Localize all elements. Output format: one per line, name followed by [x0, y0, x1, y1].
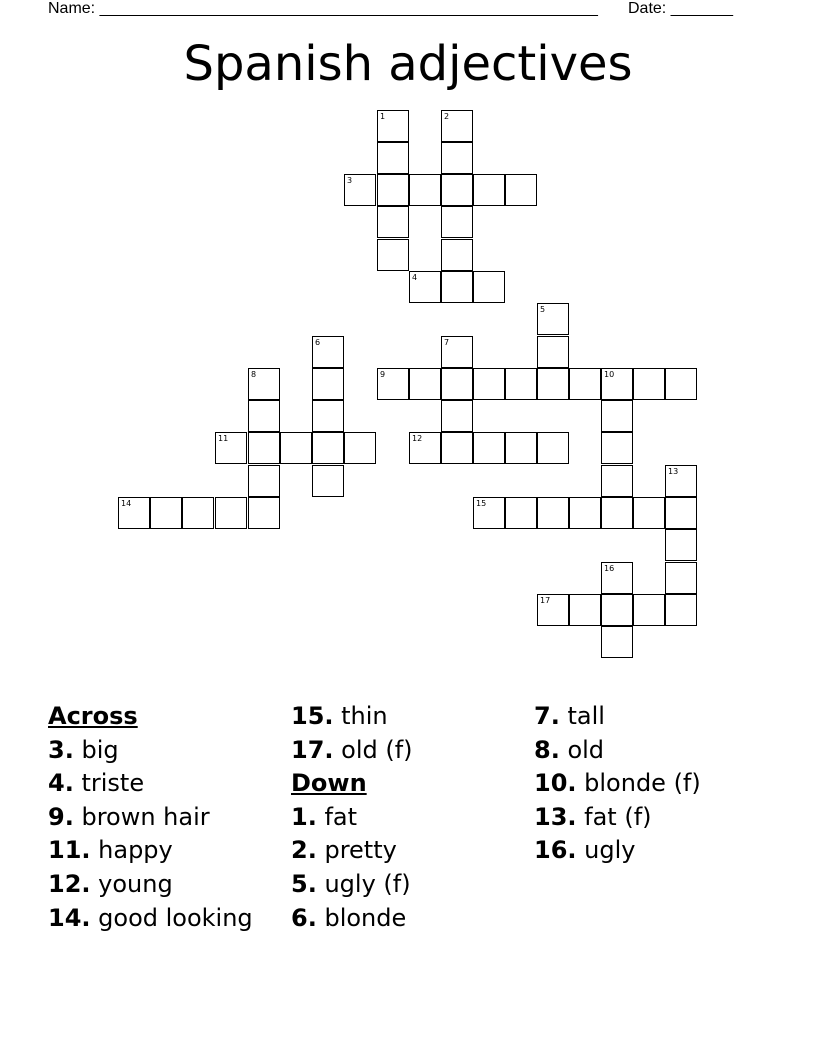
crossword-cell[interactable]: [537, 336, 569, 368]
crossword-cell[interactable]: [633, 594, 665, 626]
cell-number: 11: [218, 434, 229, 443]
cell-number: 9: [380, 370, 386, 379]
crossword-cell[interactable]: [118, 497, 150, 529]
crossword-cell[interactable]: [633, 368, 665, 400]
clue-item: [48, 834, 253, 868]
crossword-cell[interactable]: [537, 497, 569, 529]
cell-number: 15: [476, 499, 487, 508]
cell-number: 6: [315, 338, 321, 347]
crossword-cell[interactable]: [537, 432, 569, 464]
clue-item: [534, 801, 701, 835]
crossword-cell[interactable]: [248, 432, 280, 464]
crossword-cell[interactable]: [569, 594, 601, 626]
clue-text: tall: [559, 702, 605, 730]
clue-number: 12.: [48, 869, 91, 898]
crossword-cell[interactable]: [665, 368, 697, 400]
clue-text: ugly (f): [316, 869, 411, 898]
clue-text: fat (f): [576, 802, 652, 831]
crossword-cell[interactable]: [280, 432, 312, 464]
crossword-cell[interactable]: [601, 594, 633, 626]
clue-item: [291, 834, 413, 868]
clue-column-2: [291, 700, 413, 935]
crossword-cell[interactable]: [312, 465, 344, 497]
crossword-cell[interactable]: [441, 336, 473, 368]
cell-number: 14: [121, 499, 132, 508]
name-field-label: Name: ________________________________________________________: [48, 0, 598, 17]
crossword-cell[interactable]: [409, 368, 441, 400]
cell-number: 12: [412, 434, 423, 443]
crossword-cell[interactable]: [409, 432, 441, 464]
crossword-cell[interactable]: [377, 174, 409, 206]
clue-column-1: [48, 700, 253, 935]
crossword-cell[interactable]: [633, 497, 665, 529]
clue-item: [291, 902, 413, 936]
crossword-cell[interactable]: [248, 465, 280, 497]
crossword-cell[interactable]: [441, 206, 473, 238]
crossword-cell[interactable]: [569, 497, 601, 529]
crossword-cell[interactable]: [312, 336, 344, 368]
clue-heading: [291, 767, 413, 801]
crossword-cell[interactable]: [344, 432, 376, 464]
clue-item: [291, 734, 413, 768]
crossword-cell[interactable]: [377, 110, 409, 142]
crossword-cell[interactable]: [441, 174, 473, 206]
crossword-cell[interactable]: [537, 303, 569, 335]
clue-text: blonde (f): [576, 769, 701, 798]
crossword-cell[interactable]: [473, 497, 505, 529]
crossword-cell[interactable]: [601, 562, 633, 594]
clue-number: 14.: [48, 903, 91, 932]
clue-text: thin: [333, 702, 388, 730]
crossword-cell[interactable]: [377, 142, 409, 174]
clue-text: ugly: [576, 836, 636, 865]
clue-number: 7.: [534, 702, 560, 730]
crossword-cell[interactable]: [409, 174, 441, 206]
crossword-cell[interactable]: [312, 400, 344, 432]
crossword-cell[interactable]: [665, 594, 697, 626]
clue-number: 15.: [291, 702, 334, 730]
crossword-cell[interactable]: [473, 368, 505, 400]
crossword-cell[interactable]: [665, 497, 697, 529]
crossword-cell[interactable]: [473, 432, 505, 464]
crossword-cell[interactable]: [441, 400, 473, 432]
clue-text: old: [559, 735, 605, 764]
clue-number: 1.: [291, 802, 317, 831]
date-field-label: Date: _______: [628, 0, 733, 17]
cell-number: 13: [668, 467, 679, 476]
cell-number: 3: [347, 176, 353, 185]
clue-item: [534, 734, 701, 768]
crossword-cell[interactable]: [248, 368, 280, 400]
clue-text: happy: [90, 836, 173, 865]
clue-item: [534, 700, 701, 734]
crossword-cell[interactable]: [601, 465, 633, 497]
clue-number: 10.: [534, 769, 577, 798]
clue-text: young: [90, 869, 173, 898]
crossword-cell[interactable]: [601, 400, 633, 432]
cell-number: 4: [412, 273, 418, 282]
cell-number: 8: [251, 370, 257, 379]
crossword-cell[interactable]: [601, 497, 633, 529]
crossword-cell[interactable]: [312, 432, 344, 464]
clue-number: 8.: [534, 735, 560, 764]
clue-text: fat: [316, 802, 358, 831]
page-title: Spanish adjectives: [183, 36, 633, 92]
crossword-cell[interactable]: [537, 368, 569, 400]
cell-number: 5: [540, 305, 546, 314]
clue-text: big: [73, 735, 119, 764]
clue-heading: [48, 700, 253, 734]
clue-text: brown hair: [73, 802, 210, 831]
crossword-cell[interactable]: [665, 562, 697, 594]
cell-number: 16: [604, 564, 615, 573]
clue-number: 11.: [48, 836, 91, 865]
clue-number: 13.: [534, 802, 577, 831]
clue-number: 4.: [48, 769, 74, 798]
clue-number: 3.: [48, 735, 74, 764]
clue-text: old (f): [333, 735, 413, 764]
crossword-cell[interactable]: [312, 368, 344, 400]
crossword-cell[interactable]: [409, 271, 441, 303]
clue-number: 6.: [291, 903, 317, 932]
cell-number: 7: [444, 338, 450, 347]
clue-item: [534, 834, 701, 868]
crossword-cell[interactable]: [377, 239, 409, 271]
clue-heading-text: Across: [48, 702, 138, 730]
crossword-cell[interactable]: [665, 465, 697, 497]
crossword-cell[interactable]: [505, 174, 537, 206]
crossword-cell[interactable]: [441, 239, 473, 271]
clue-number: 16.: [534, 836, 577, 865]
clue-item: [48, 902, 253, 936]
crossword-cell[interactable]: [441, 271, 473, 303]
crossword-cell[interactable]: [505, 497, 537, 529]
crossword-cell[interactable]: [441, 142, 473, 174]
clue-item: [48, 734, 253, 768]
clue-item: [48, 801, 253, 835]
clue-number: 17.: [291, 735, 334, 764]
clue-text: triste: [73, 769, 145, 798]
crossword-cell[interactable]: [537, 594, 569, 626]
cell-number: 1: [380, 112, 386, 121]
cell-number: 2: [444, 112, 450, 121]
clue-text: blonde: [316, 903, 407, 932]
crossword-cell[interactable]: [601, 626, 633, 658]
clue-text: good looking: [90, 903, 253, 932]
clue-text: pretty: [316, 836, 397, 865]
crossword-cell[interactable]: [150, 497, 182, 529]
crossword-cell[interactable]: [248, 400, 280, 432]
cell-number: 10: [604, 370, 615, 379]
clue-item: [291, 801, 413, 835]
crossword-cell[interactable]: [215, 497, 247, 529]
clue-number: 9.: [48, 802, 74, 831]
crossword-cell[interactable]: [505, 368, 537, 400]
crossword-cell[interactable]: [441, 110, 473, 142]
crossword-cell[interactable]: [601, 432, 633, 464]
crossword-cell[interactable]: [441, 432, 473, 464]
crossword-cell[interactable]: [344, 174, 376, 206]
crossword-cell[interactable]: [505, 432, 537, 464]
clue-column-3: [534, 700, 701, 868]
clue-item: [534, 767, 701, 801]
clue-number: 5.: [291, 869, 317, 898]
crossword-cell[interactable]: [377, 368, 409, 400]
clue-number: 2.: [291, 836, 317, 865]
crossword-cell[interactable]: [182, 497, 214, 529]
crossword-cell[interactable]: [473, 174, 505, 206]
crossword-cell[interactable]: [601, 368, 633, 400]
crossword-cell[interactable]: [441, 368, 473, 400]
crossword-cell[interactable]: [665, 529, 697, 561]
clue-item: [291, 868, 413, 902]
clue-item: [48, 767, 253, 801]
crossword-cell[interactable]: [569, 368, 601, 400]
cell-number: 17: [540, 596, 551, 605]
crossword-cell[interactable]: [248, 497, 280, 529]
crossword-cell[interactable]: [377, 206, 409, 238]
clue-item: [291, 700, 413, 734]
clue-heading-text: Down: [291, 769, 367, 798]
clue-item: [48, 868, 253, 902]
crossword-cell[interactable]: [473, 271, 505, 303]
crossword-cell[interactable]: [215, 432, 247, 464]
